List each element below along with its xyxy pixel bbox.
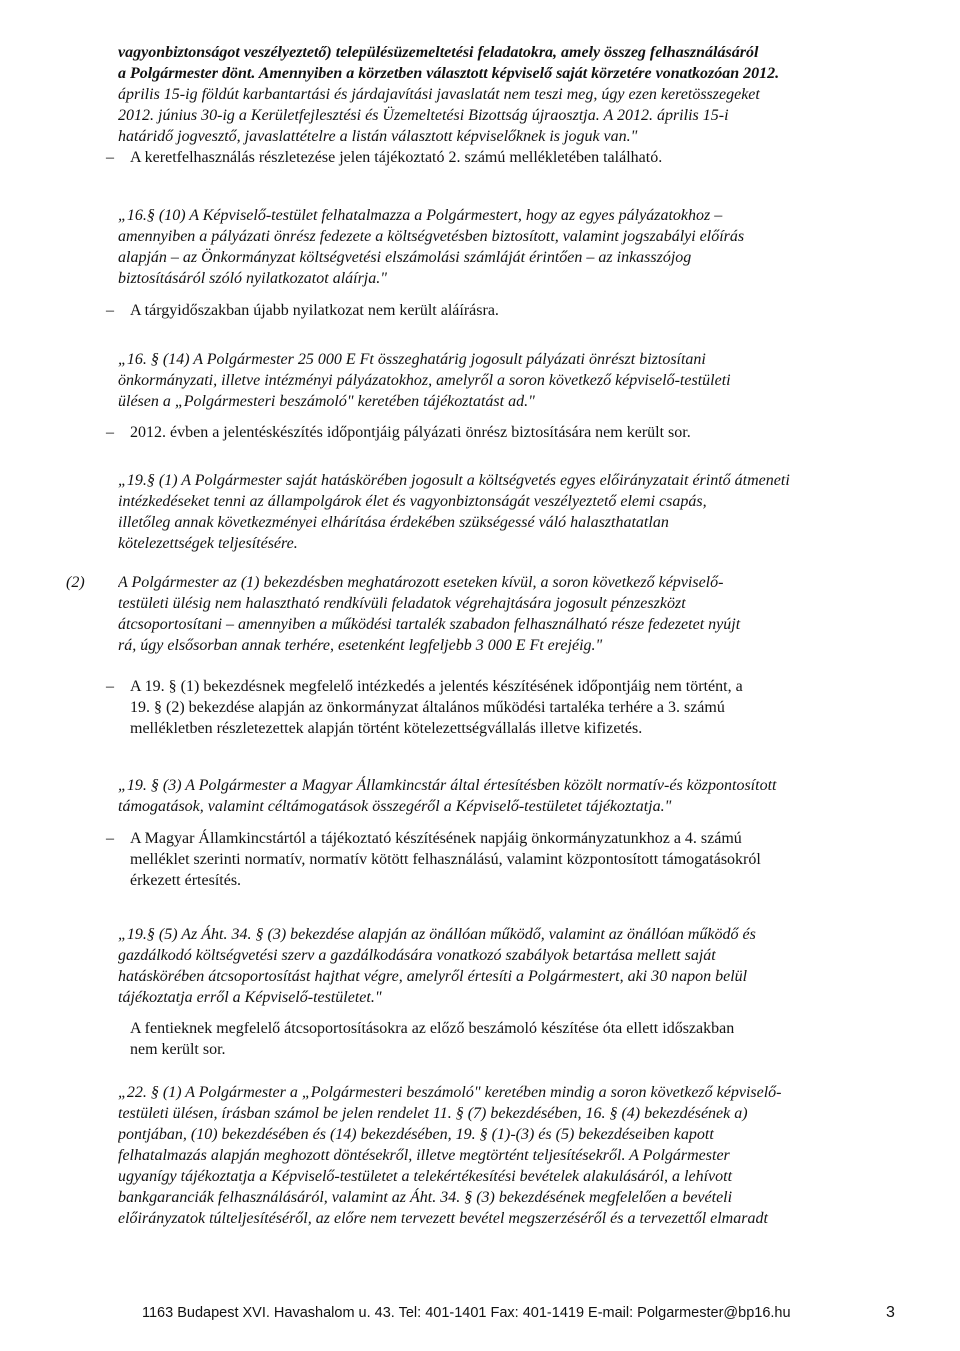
text-line: gazdálkodó költségvetési szerv a gazdálkodására vonatkozó szabályok betartása mellett saját xyxy=(118,947,716,964)
text-line: „19.§ (5) Az Áht. 34. § (3) bekezdése alapján az önállóan működő, valamint az önállóan működő és xyxy=(118,926,756,943)
paragraph-number: (2) xyxy=(66,574,85,591)
section-19-3-quote xyxy=(118,775,898,817)
intro-note xyxy=(130,147,890,168)
text-line: „19. § (3) A Polgármester a Magyar Államkincstár által értesítésben közölt normatív-és központosított xyxy=(118,777,777,794)
text-line: ülésen a „Polgármesteri beszámoló" keretében tájékoztatást ad." xyxy=(118,393,535,410)
text-line: ugyanígy tájékoztatja a Képviselő-testületet a telekértékesítési bevételek alakulásáról, a lehívott xyxy=(118,1168,733,1185)
note-text: nem került sor. xyxy=(130,1041,226,1058)
text-line: alapján – az Önkormányzat költségvetési elszámolási számláját érintően – az inkasszójog xyxy=(118,249,692,266)
text-line: pontjában, (10) bekezdésében és (14) bekezdésében, 19. § (1)-(3) és (5) bekezdéseiben kapott xyxy=(118,1126,714,1143)
text-line: tájékoztatja erről a Képviselő-testületet." xyxy=(118,989,382,1006)
bullet-dash: – xyxy=(106,830,114,847)
text-line: „22. § (1) A Polgármester a „Polgármesteri beszámoló" keretében mindig a soron következő képviselő- xyxy=(118,1084,782,1101)
section-22-1-quote xyxy=(118,1082,898,1229)
text-line: kötelezettségek teljesítésére. xyxy=(118,535,298,552)
text-line: határidő jogvesztő, javaslattételre a listán választott képviselőknek is joguk van." xyxy=(118,128,638,145)
note-text: mellékletben részletezettek alapján történt kötelezettségvállalás illetve kifizetés. xyxy=(130,720,643,737)
text-line: „16. § (14) A Polgármester 25 000 E Ft összeghatárig jogosult pályázati önrészt biztosítani xyxy=(118,351,706,368)
text-line: átcsoportosítani – amennyiben a működési tartalék szabadon felhasználható része fedezetet nyújt xyxy=(118,616,741,633)
text-line: intézkedéseket tenni az állampolgárok élet és vagyonbiztonságát veszélyeztető elemi csapás, xyxy=(118,493,707,510)
text-line: 2012. június 30-ig a Kerületfejlesztési és Üzemeltetési Bizottság újraosztja. A 2012. április 15-i xyxy=(118,107,729,124)
text-line: előirányzatok túlteljesítéséről, az előre nem tervezett bevétel megszerzéséről és a tervezettől elmaradt xyxy=(118,1210,768,1227)
section-19-5-quote xyxy=(118,924,898,1008)
section-19-3-note xyxy=(130,828,898,891)
text-line: támogatások, valamint céltámogatások összegéről a Képviselő-testületet tájékoztatja." xyxy=(118,798,672,815)
note-text: A tárgyidőszakban újabb nyilatkozat nem került aláírásra. xyxy=(130,302,499,319)
text-line: „16.§ (10) A Képviselő-testület felhatalmazza a Polgármestert, hogy az egyes pályázatokhoz – xyxy=(118,207,723,224)
bullet-dash: – xyxy=(106,302,114,319)
section-16-10-quote xyxy=(118,205,898,289)
section-16-14-note xyxy=(130,422,890,443)
note-text: melléklet szerinti normatív, normatív kötött felhasználású, valamint központosított támogatásokról xyxy=(130,851,761,868)
bullet-dash: – xyxy=(106,149,114,166)
text-line: amennyiben a pályázati önrész fedezete a költségvetésben biztosított, valamint jogszabályi előírás xyxy=(118,228,745,245)
text-line: felhatalmazás alapján meghozott döntésekről, illetve megtörtént teljesítésekről. A Polgármester xyxy=(118,1147,730,1164)
note-text: 2012. évben a jelentéskészítés időpontjáig pályázati önrész biztosítására nem került sor. xyxy=(130,424,691,441)
bullet-dash: – xyxy=(106,678,114,695)
note-text: A Magyar Államkincstártól a tájékoztató készítésének napjáig önkormányzatunkhoz a 4. számú xyxy=(130,830,742,847)
text-line: illetőleg annak következményei elhárítása érdekében szükségessé váló halaszthatatlan xyxy=(118,514,669,531)
intro-paragraph xyxy=(118,42,898,147)
text-line: önkormányzati, illetve intézményi pályázatokhoz, amelyről a soron következő képviselő-testületi xyxy=(118,372,731,389)
note-text: érkezett értesítés. xyxy=(130,872,242,889)
section-19-5-note xyxy=(130,1018,898,1060)
footer-address: 1163 Budapest XVI. Havashalom u. 43. Tel: 401-1401 Fax: 401-1419 E-mail: Polgarmester@bp16.hu xyxy=(142,1305,791,1321)
text-line: bankgaranciák felhasználásáról, valamint az Áht. 34. § (3) bekezdésének megfelelően a bevételi xyxy=(118,1189,733,1206)
text-line: vagyonbiztonságot veszélyeztető) településüzemeltetési feladatokra, amely összeg felhasználásáról xyxy=(118,44,759,61)
text-line: „19.§ (1) A Polgármester saját hatáskörében jogosult a költségvetés egyes előirányzatait érintő átmeneti xyxy=(118,472,790,489)
section-19-2-note xyxy=(130,676,898,739)
note-text: A keretfelhasználás részletezése jelen tájékoztató 2. számú mellékletében található. xyxy=(130,149,663,166)
text-line: a Polgármester dönt. Amennyiben a körzetben választott képviselő saját körzetére vonatkozóan 2012. xyxy=(118,65,780,82)
note-text: A fentieknek megfelelő átcsoportosításokra az előző beszámoló készítése óta ellett időszakban xyxy=(130,1020,735,1037)
text-line: A Polgármester az (1) bekezdésben meghatározott eseteken kívül, a soron következő képviselő- xyxy=(118,574,724,591)
section-19-1-quote xyxy=(118,470,898,554)
text-line: biztosításáról szóló nyilatkozatot aláírja." xyxy=(118,270,387,287)
note-text: 19. § (2) bekezdése alapján az önkormányzat általános működési tartaléka terhére a 3. számú xyxy=(130,699,725,716)
text-line: testületi ülésig nem halasztható rendkívüli feladatok végrehajtására jogosult pénzeszközt xyxy=(118,595,686,612)
text-line: hatáskörében átcsoportosítást hajthat végre, amelyről értesíti a Polgármestert, aki 30 napon belül xyxy=(118,968,748,985)
bullet-dash: – xyxy=(106,424,114,441)
section-19-2-quote xyxy=(118,572,898,656)
page-number: 3 xyxy=(886,1304,895,1321)
text-line: rá, úgy elsősorban annak terhére, esetenként legfeljebb 3 000 E Ft erejéig." xyxy=(118,637,603,654)
text-line: testületi ülésen, írásban számol be jelen rendelet 11. § (7) bekezdésében, 16. § (4) bekezdésének a) xyxy=(118,1105,748,1122)
section-16-14-quote xyxy=(118,349,898,412)
note-text: A 19. § (1) bekezdésnek megfelelő intézkedés a jelentés készítésének időpontjáig nem történt, a xyxy=(130,678,743,695)
text-line: április 15-ig földút karbantartási és járdajavítási javaslatát nem teszi meg, úgy ezen keretösszegeket xyxy=(118,86,760,103)
section-16-10-note xyxy=(130,300,890,321)
